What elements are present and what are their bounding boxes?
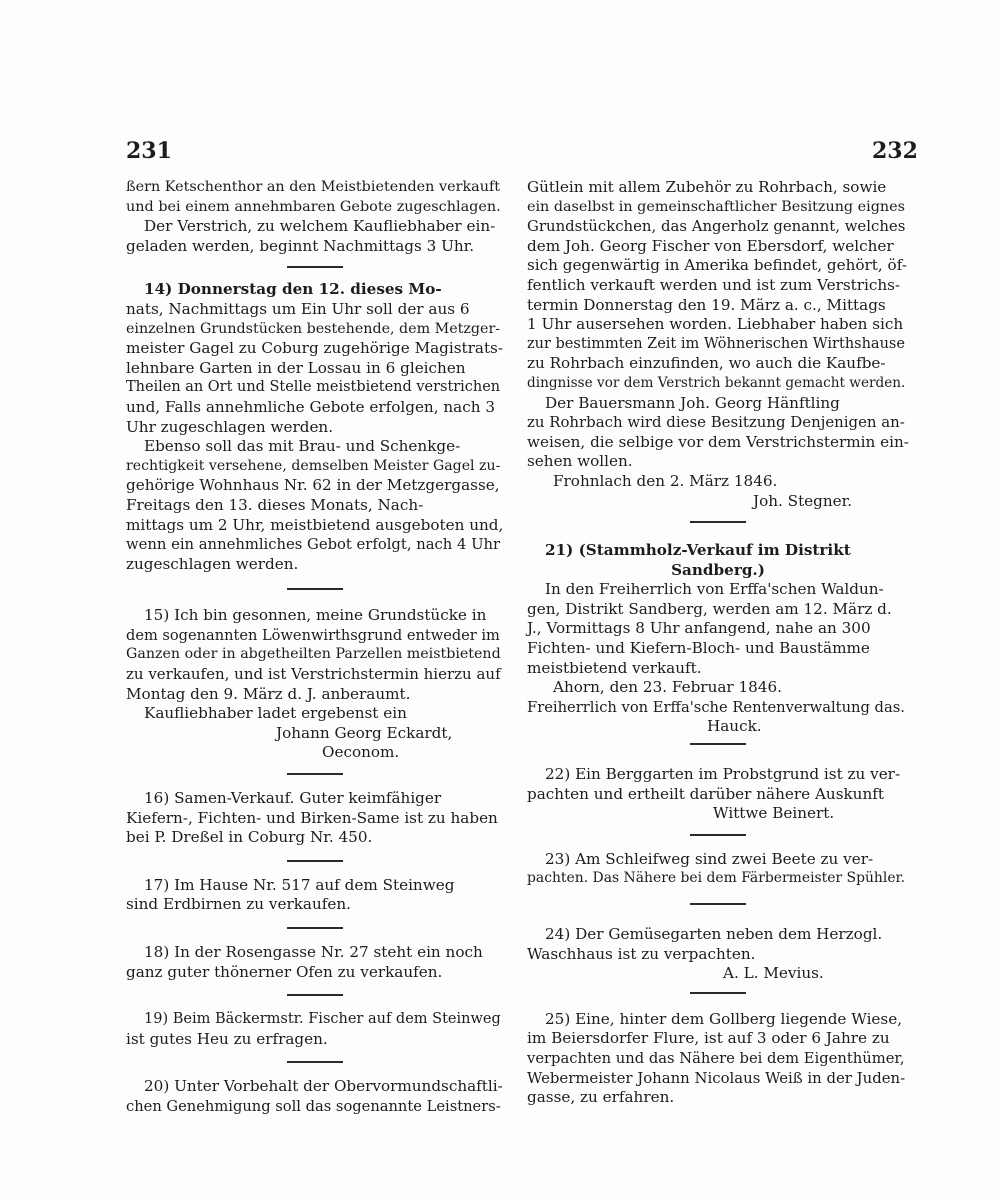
text-line: Freitags den 13. dieses Monats, Nach- [126,495,424,514]
signature-name: A. L. Mevius. [723,964,824,983]
page-number-left: 231 [126,138,172,164]
text-line: 23) Am Schleifweg sind zwei Beete zu ver- [545,849,874,868]
text-line: ganz guter thönerner Ofen zu verkaufen. [126,962,443,981]
issuing-office: Freiherrlich von Erffa'sche Rentenverwaltung das. [527,698,905,716]
text-line: meistbietend verkauft. [527,658,702,677]
signature-name: Wittwe Beinert. [713,804,835,823]
text-line: Grundstückchen, das Angerholz genannt, welches [527,217,906,236]
text-line: verpachten und das Nähere bei dem Eigenthümer, [527,1049,905,1067]
text-line: Gütlein mit allem Zubehör zu Rohrbach, sowie [527,178,887,196]
text-line: sind Erdbirnen zu verkaufen. [126,895,351,914]
text-line: 22) Ein Berggarten im Probstgrund ist zu ver- [545,765,901,784]
text-line: chen Genehmigung soll das sogenannte Leistners- [126,1097,501,1115]
text-line: weisen, die selbige vor dem Verstrichstermin ein- [527,432,909,451]
text-line: Der Verstrich, zu welchem Kaufliebhaber ein- [144,217,496,236]
text-line: einzelnen Grundstücken bestehende, dem Metzger- [126,320,501,337]
text-line: 25) Eine, hinter dem Gollberg liegende Wiese, [545,1009,903,1028]
text-line: sehen wollen. [527,452,633,471]
notice-continued-right [527,178,909,511]
text-line: Uhr zugeschlagen werden. [126,417,334,436]
notice-24 [527,925,909,984]
text-line: rechtigkeit versehene, demselben Meister Gagel zu- [126,457,501,474]
text-line: zu Rohrbach einzufinden, wo auch die Kaufbe- [527,354,886,373]
text-line: 15) Ich bin gesonnen, meine Grundstücke in [144,606,487,625]
notice-25 [527,1010,909,1108]
text-line: zugeschlagen werden. [126,554,299,573]
text-line: 16) Samen-Verkauf. Guter keimfähiger [144,789,442,808]
text-line: 1 Uhr ausersehen worden. Liebhaber haben sich [527,315,904,334]
separator-rule [287,994,343,996]
text-line: wenn ein annehmliches Gebot erfolgt, nach 4 Uhr [126,536,501,554]
signature-name: Joh. Stegner. [753,491,853,510]
separator-rule [690,834,746,836]
text-line: J., Vormittags 8 Uhr anfangend, nahe an 300 [527,619,871,638]
text-line: Kaufliebhaber ladet ergebenst ein [144,704,407,723]
text-line: Ebenso soll das mit Brau- und Schenkge- [144,437,461,456]
text-line: Ganzen oder in abgetheilten Parzellen meistbietend [126,646,501,663]
text-line: Kiefern-, Fichten- und Birken-Same ist zu haben [126,808,498,827]
text-line: im Beiersdorfer Flure, ist auf 3 oder 6 Jahre zu [527,1029,890,1048]
text-line: meister Gagel zu Coburg zugehörige Magistrats- [126,339,503,358]
text-line: 19) Beim Bäckermstr. Fischer auf dem Steinweg [144,1011,501,1028]
text-line: Webermeister Johann Nicolaus Weiß in der Juden- [527,1068,906,1087]
notice-22 [527,765,909,824]
text-line: mittags um 2 Uhr, meistbietend ausgeboten und, [126,515,504,534]
notice-23 [527,850,909,889]
text-line: pachten. Das Nähere bei dem Färbermeister Spühler. [527,870,906,887]
page-number-right: 232 [872,138,918,164]
text-line: zu Rohrbach wird diese Besitzung Denjenigen an- [527,413,905,432]
separator-rule [287,266,343,268]
text-line: 14) Donnerstag den 12. dieses Mo- [144,280,442,299]
text-line: 20) Unter Vorbehalt der Obervormundschaftli- [144,1077,503,1096]
notice-heading: Sandberg.) [671,560,765,579]
text-line: geladen werden, beginnt Nachmittags 3 Uhr. [126,236,475,255]
text-line: 18) In der Rosengasse Nr. 27 steht ein noch [144,943,483,961]
text-line: gehörige Wohnhaus Nr. 62 in der Metzgergasse, [126,476,500,495]
separator-rule [287,1061,343,1063]
notice-19 [126,1010,504,1049]
separator-rule [287,860,343,862]
separator-rule [287,588,343,590]
signature-name: Johann Georg Eckardt, [276,723,453,742]
text-line: sich gegenwärtig in Amerika befindet, gehört, öf- [527,256,907,275]
text-line: fentlich verkauft werden und ist zum Verstrichs- [527,275,901,294]
text-line: Theilen an Ort und Stelle meistbietend verstrichen [126,379,501,396]
notice-18 [126,943,504,982]
separator-rule [690,521,746,523]
text-line: gen, Distrikt Sandberg, werden am 12. März d. [527,599,892,618]
separator-rule [690,903,746,905]
text-line: termin Donnerstag den 19. März a. c., Mittags [527,295,886,314]
signature-name: Hauck. [707,717,762,736]
text-line: Montag den 9. März d. J. anberaumt. [126,684,411,703]
notice-15 [126,606,504,763]
text-line: lehnbare Garten in der Lossau in 6 gleichen [126,358,466,377]
text-line: ein daselbst in gemeinschaftlicher Besitzung eignes [527,198,905,215]
text-line: dingnisse vor dem Verstrich bekannt gemacht werden. [527,374,906,391]
text-line: zu verkaufen, und ist Verstrichstermin hierzu auf [126,665,501,684]
place-date: Ahorn, den 23. Februar 1846. [553,678,782,697]
notice-17 [126,876,504,915]
text-line: bei P. Dreßel in Coburg Nr. 450. [126,828,373,847]
separator-rule [690,992,746,994]
left-column [126,178,504,1117]
text-line: gasse, zu erfahren. [527,1088,675,1107]
text-line: ist gutes Heu zu erfragen. [126,1029,328,1048]
text-line: 24) Der Gemüsegarten neben dem Herzogl. [545,925,883,943]
text-line: zur bestimmten Zeit im Wöhnerischen Wirthshause [527,335,905,352]
text-line: nats, Nachmittags um Ein Uhr soll der aus 6 [126,299,470,318]
text-line: Fichten- und Kiefern-Bloch- und Baustämme [527,639,870,658]
text-line: und bei einem annehmbaren Gebote zugeschlagen. [126,198,501,215]
text-line: 17) Im Hause Nr. 517 auf dem Steinweg [144,875,455,894]
text-line: In den Freiherrlich von Erffa'schen Waldun- [545,580,884,599]
text-line: Waschhaus ist zu verpachten. [527,944,756,963]
text-line: pachten und ertheilt darüber nähere Auskunft [527,784,884,803]
notice-20 [126,1077,504,1116]
separator-rule [690,743,746,745]
notice-heading: 21) (Stammholz-Verkauf im Distrikt [545,541,851,560]
text-line: und, Falls annehmliche Gebote erfolgen, nach 3 [126,397,495,416]
text-line: dem sogenannten Löwenwirthsgrund entweder im [126,626,500,644]
place-date: Frohnlach den 2. März 1846. [553,471,778,490]
right-column [527,178,909,1108]
notice-21 [527,541,909,737]
text-line: ßern Ketschenthor an den Meistbietenden verkauft [126,179,501,195]
signature-title: Oeconom. [322,743,400,762]
notice-14 [126,280,504,574]
separator-rule [287,773,343,775]
text-line: dem Joh. Georg Fischer von Ebersdorf, welcher [527,236,894,255]
notice-16 [126,789,504,848]
text-line: Der Bauersmann Joh. Georg Hänftling [545,393,840,412]
separator-rule [287,927,343,929]
notice-continued [126,178,504,256]
